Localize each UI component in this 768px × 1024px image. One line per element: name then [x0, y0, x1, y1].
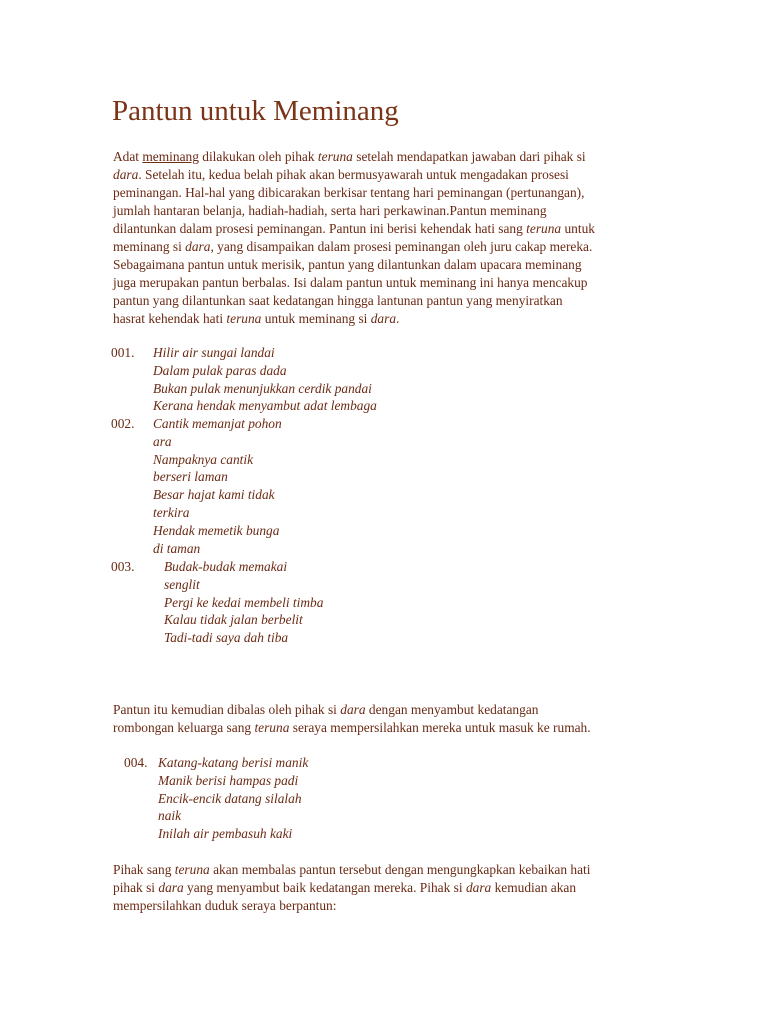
closing-line-1: Pihak sang teruna akan membalas pantun tersebut dengan mengungkapkan kebaikan hati	[113, 862, 591, 877]
intro-paragraph	[113, 148, 658, 328]
intro-line-7: Sebagaimana pantun untuk merisik, pantun yang dilantunkan dalam upacara meminang	[113, 257, 582, 272]
intro-line-8: juga merupakan pantun berbalas. Isi dalam pantun untuk meminang ini hanya mencakup	[113, 275, 588, 290]
closing-line-3: mempersilahkan duduk seraya berpantun:	[113, 898, 337, 913]
reply-line-2: rombongan keluarga sang teruna seraya mempersilahkan mereka untuk masuk ke rumah.	[113, 720, 591, 735]
verse-line: berseri laman	[153, 469, 228, 485]
verse-line: Bukan pulak menunjukkan cerdik pandai	[153, 380, 372, 396]
verse-line: Pergi ke kedai membeli timba	[164, 594, 324, 610]
intro-line-10: hasrat kehendak hati teruna untuk meminang si dara.	[113, 311, 400, 326]
pantun-number: 003.	[111, 559, 135, 574]
verse-line: Kalau tidak jalan berbelit	[164, 612, 303, 628]
pantun-number: 002.	[111, 416, 135, 431]
intro-line-5: dilantunkan dalam prosesi peminangan. Pantun ini berisi kehendak hati sang teruna untuk	[113, 221, 595, 236]
verse-line: Tadi-tadi saya dah tiba	[164, 630, 289, 646]
verse-line: Besar hajat kami tidak	[153, 487, 275, 503]
page-title: Pantun untuk Meminang	[112, 95, 399, 127]
pantun-002	[111, 415, 282, 557]
intro-line-2: dara. Setelah itu, kedua belah pihak akan bermusyawarah untuk mengadakan prosesi	[113, 167, 569, 182]
pantun-number: 001.	[111, 345, 135, 360]
intro-line-9: pantun yang dilantunkan saat kedatangan hingga lantunan pantun yang menyiratkan	[113, 293, 563, 308]
verse-line: Inilah air pembasuh kaki	[158, 826, 293, 842]
verse-line: Kerana hendak menyambut adat lembaga	[153, 398, 377, 414]
pantun-001	[111, 344, 377, 415]
verse-line: terkira	[153, 504, 190, 520]
closing-paragraph	[113, 861, 658, 915]
intro-line-6: meminang si dara, yang disampaikan dalam prosesi peminangan oleh juru cakap mereka.	[113, 239, 593, 254]
intro-line-4: jumlah hantaran belanja, hadiah-hadiah, serta hari perkawinan.Pantun meminang	[113, 203, 547, 218]
reply-paragraph	[113, 701, 658, 737]
verse-line: Encik-encik datang silalah	[158, 790, 302, 806]
verse-line: Manik berisi hampas padi	[158, 772, 299, 788]
verse-line: Dalam pulak paras dada	[153, 362, 287, 378]
verse-line: Cantik memanjat pohon	[153, 416, 282, 431]
verse-line: Hendak memetik bunga	[153, 522, 280, 538]
verse-line: Hilir air sungai landai	[153, 345, 275, 360]
pantun-003	[111, 558, 323, 647]
meminang-link[interactable]: meminang	[142, 149, 199, 164]
pantun-004	[124, 754, 308, 843]
verse-line: Nampaknya cantik	[153, 451, 254, 467]
intro-line-1: Adat meminang dilakukan oleh pihak teruna setelah mendapatkan jawaban dari pihak si	[113, 149, 586, 164]
verse-line: di taman	[153, 540, 201, 556]
intro-line-3: peminangan. Hal-hal yang dibicarakan berkisar tentang hari peminangan (pertunangan),	[113, 185, 585, 200]
closing-line-2: pihak si dara yang menyambut baik kedatangan mereka. Pihak si dara kemudian akan	[113, 880, 577, 895]
verse-line: naik	[158, 808, 182, 824]
verse-line: ara	[153, 433, 172, 449]
pantun-number: 004.	[124, 755, 148, 770]
verse-line: Katang-katang berisi manik	[158, 755, 309, 770]
verse-line: Budak-budak memakai	[164, 559, 288, 574]
verse-line: senglit	[164, 576, 200, 592]
reply-line-1: Pantun itu kemudian dibalas oleh pihak si dara dengan menyambut kedatangan	[113, 702, 539, 717]
